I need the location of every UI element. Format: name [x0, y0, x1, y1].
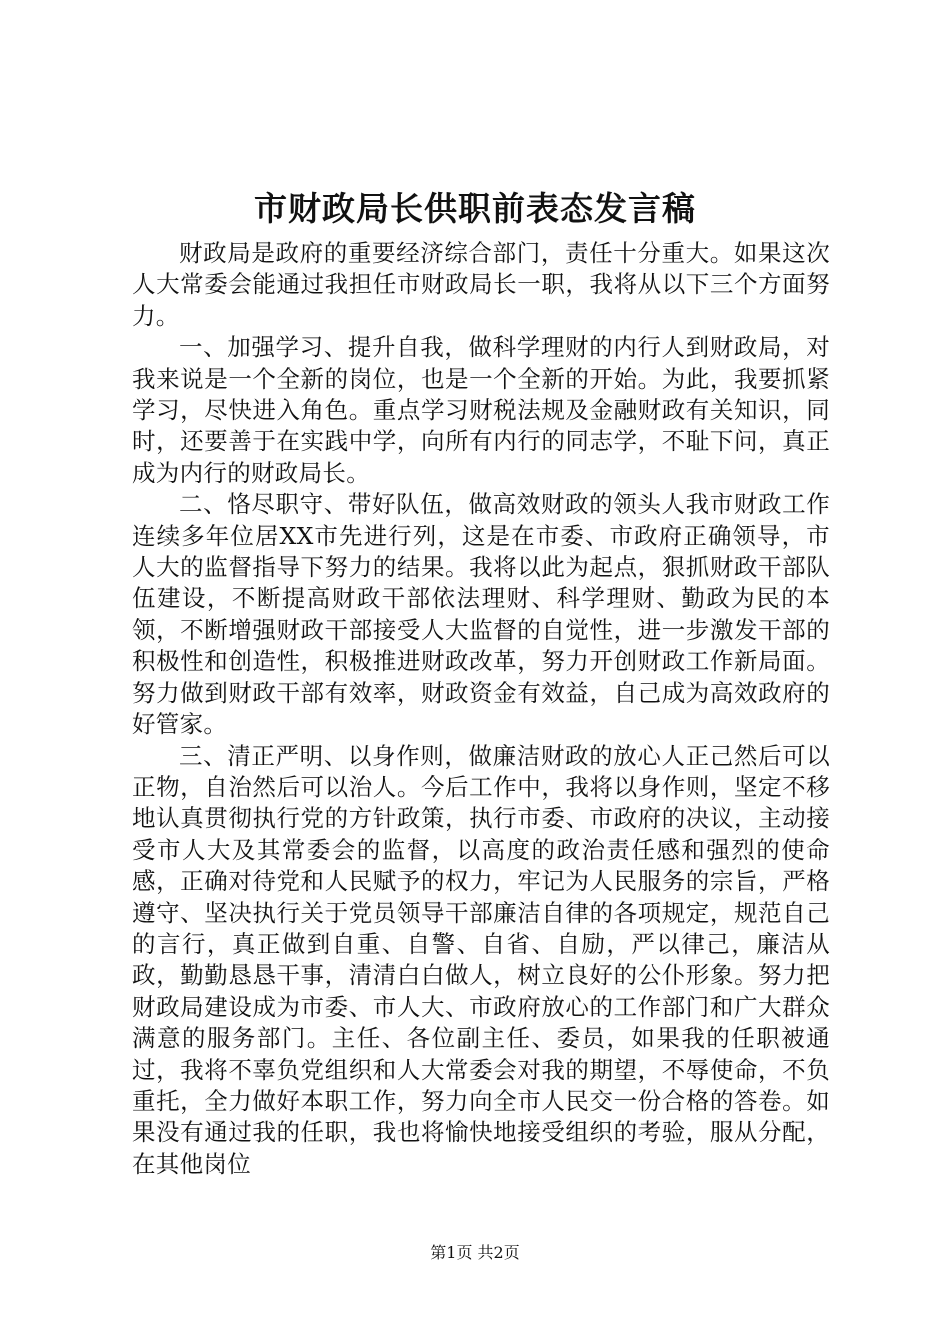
paragraph-section-one: 一、加强学习、提升自我，做科学理财的内行人到财政局，对我来说是一个全新的岗位，也是一个全新的开始。为此，我要抓紧学习，尽快进入角色。重点学习财税法规及金融财政有关知识，同时，还要善于在实践中学，向所有内行的同志学，不耻下问，真正成为内行的财政局长。 [132, 333, 830, 487]
document-title: 市财政局长供职前表态发言稿 [254, 189, 696, 228]
paragraph-intro: 财政局是政府的重要经济综合部门，责任十分重大。如果这次人大常委会能通过我担任市财政局长一职，我将从以下三个方面努力。 [132, 239, 830, 330]
paragraph-section-two: 二、恪尽职守、带好队伍，做高效财政的领头人我市财政工作连续多年位居XX市先进行列，这是在市委、市政府正确领导，市人大的监督指导下努力的结果。我将以此为起点，狠抓财政干部队伍建设，不断提高财政干部依法理财、科学理财、勤政为民的本领，不断增强财政干部接受人大监督的自觉性，进一步激发干部的积极性和创造性，积极推进财政改革，努力开创财政工作新局面。努力做到财政干部有效率，财政资金有效益，自己成为高效政府的好管家。 [132, 490, 830, 739]
paragraph-section-three: 三、清正严明、以身作则，做廉洁财政的放心人正己然后可以正物，自治然后可以治人。今后工作中，我将以身作则，坚定不移地认真贯彻执行党的方针政策，执行市委、市政府的决议，主动接受市人大及其常委会的监督，以高度的政治责任感和强烈的使命感，正确对待党和人民赋予的权力，牢记为人民服务的宗旨，严格遵守、坚决执行关于党员领导干部廉洁自律的各项规定，规范自己的言行，真正做到自重、自警、自省、自励，严以律己，廉洁从政，勤勤恳恳干事，清清白白做人，树立良好的公仆形象。努力把财政局建设成为市委、市人大、市政府放心的工作部门和广大群众满意的服务部门。主任、各位副主任、委员，如果我的任职被通过，我将不辜负党组织和人大常委会对我的期望，不辱使命，不负重托，全力做好本职工作，努力向全市人民交一份合格的答卷。如果没有通过我的任职，我也将愉快地接受组织的考验，服从分配，在其他岗位 [132, 741, 830, 1178]
document-body [132, 238, 830, 1180]
page-number-footer: 第1页 共2页 [430, 1243, 520, 1262]
